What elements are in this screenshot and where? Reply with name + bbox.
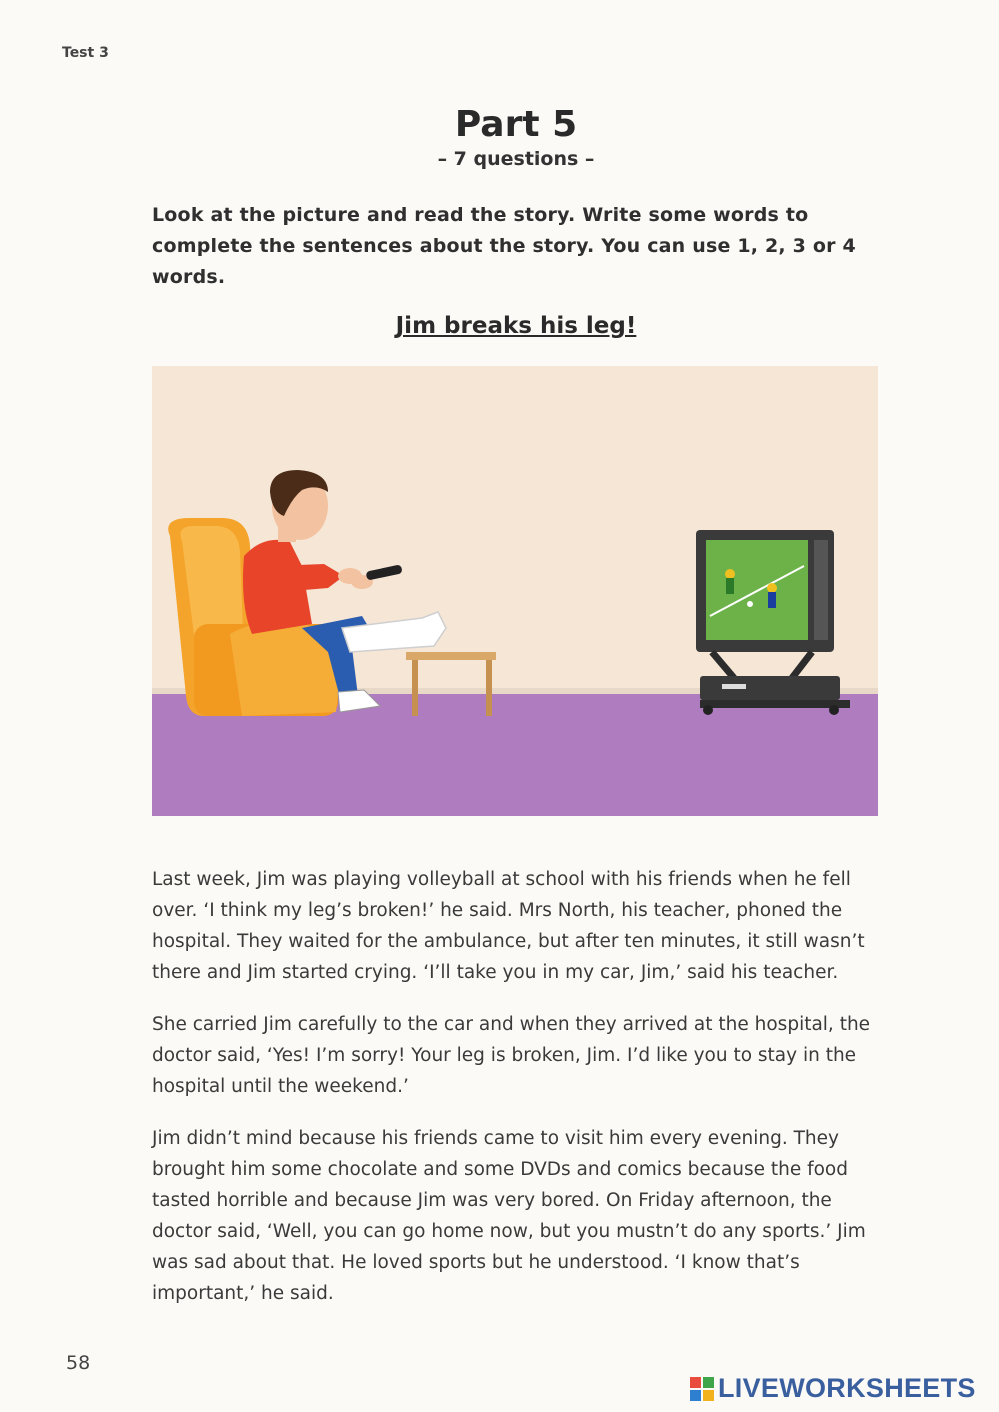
television <box>696 530 850 715</box>
test-label: Test 3 <box>62 45 109 61</box>
story-paragraph: Jim didn’t mind because his friends came to visit him every evening. They brought him some chocolate and some DVDs and comics because the food tasted horrible and because Jim was very bored. On Friday afternoon, the doctor said, ‘Well, you can go home now, but you mustn’t do any sports.’ Jim was sad about that. He loved sports but he understood. ‘I know that’s important,’ he said. <box>152 1128 866 1304</box>
story-text <box>152 864 882 1330</box>
part-question-count: – 7 questions – <box>437 148 595 170</box>
liveworksheets-brand[interactable] <box>690 1373 976 1404</box>
story-illustration <box>152 366 878 816</box>
liveworksheets-logo-icon <box>690 1377 714 1401</box>
part-title: Part 5 <box>454 104 578 145</box>
instructions: Look at the picture and read the story. Write some words to complete the sentences about the story. You can use 1, 2, 3 or 4 words. <box>152 204 856 288</box>
brand-text: LIVEWORKSHEETS <box>718 1373 976 1403</box>
story-title: Jim breaks his leg! <box>395 313 637 339</box>
story-paragraph: She carried Jim carefully to the car and when they arrived at the hospital, the doctor said, ‘Yes! I’m sorry! Your leg is broken, Jim. I’d like you to stay in the hospital until the weekend.’ <box>152 1014 871 1097</box>
page-number: 58 <box>66 1352 91 1374</box>
story-paragraph: Last week, Jim was playing volleyball at school with his friends when he fell over. ‘I think my leg’s broken!’ he said. Mrs North, his teacher, phoned the hospital. They waited for the ambulance, but after ten minutes, it still wasn’t there and Jim started crying. ‘I’ll take you in my car, Jim,’ said his teacher. <box>152 869 865 983</box>
